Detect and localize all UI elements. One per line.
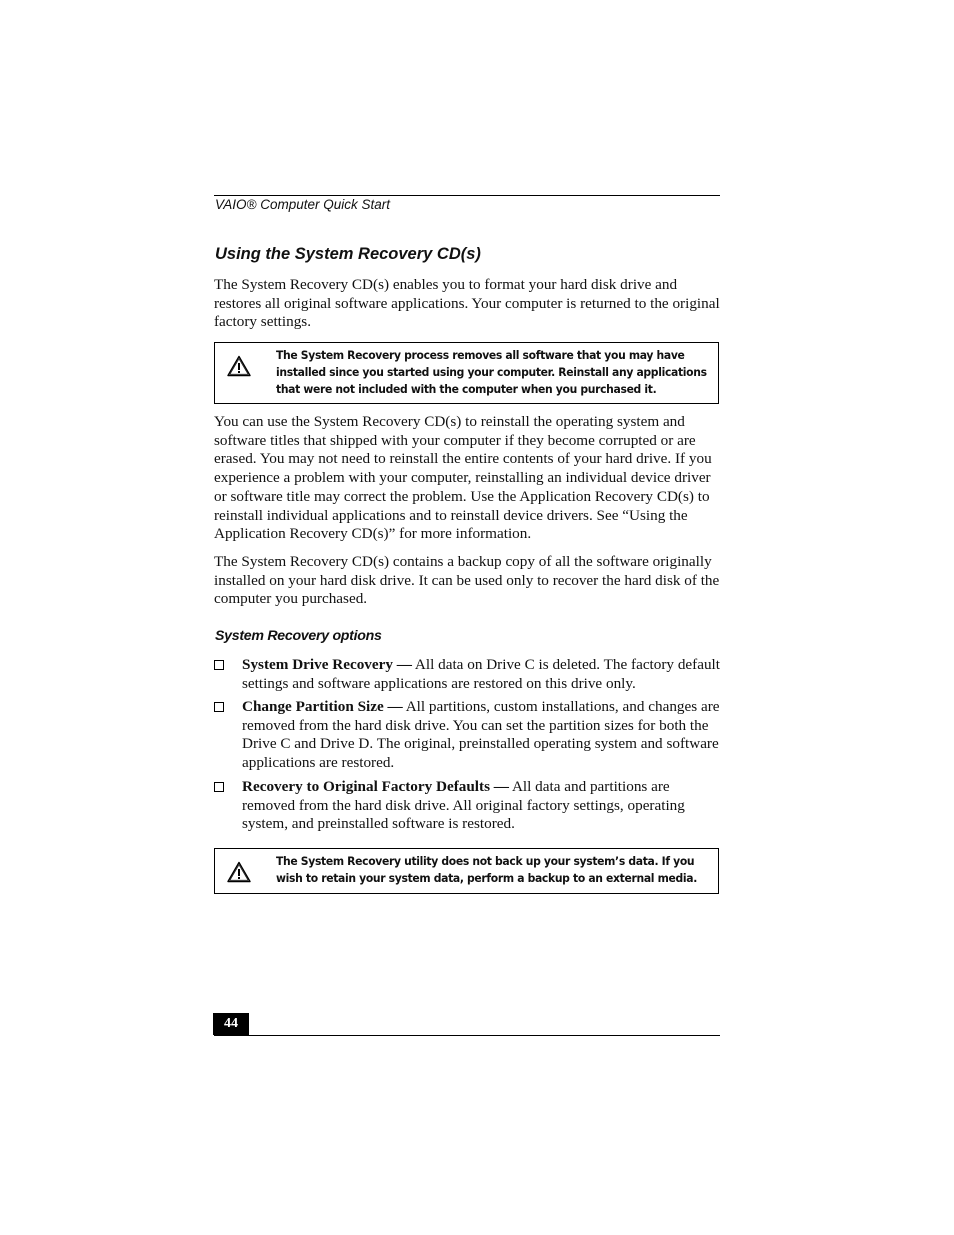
intro-paragraph: The System Recovery CD(s) enables you to format your hard disk drive and restores all original software applications. Your computer is returned to the original factory settings.	[214, 276, 720, 331]
page-number: 44	[213, 1013, 249, 1035]
warning-triangle-icon	[227, 861, 251, 883]
list-item	[214, 778, 724, 834]
list-item-text	[242, 698, 724, 773]
body-paragraph-3: The System Recovery CD(s) contains a backup copy of all the software originally installed on your hard disk drive. It can be used only to recover the hard disk of the computer you purchased.	[214, 553, 720, 608]
caution-text-1: The System Recovery process removes all software that you may have installed since you started using your computer. Reinstall any applications that were not included with the computer when you purchased it.	[276, 348, 707, 397]
header-rule	[214, 195, 720, 196]
checkbox-bullet-icon	[214, 782, 224, 792]
list-item-term: Change Partition Size —	[242, 698, 403, 715]
caution-box-2	[214, 848, 719, 894]
list-item-description: All data on Drive C is deleted. The factory default settings and software applications are restored on this drive only.	[242, 656, 720, 692]
list-item-description: All data and partitions are removed from the hard disk drive. All original factory settings, operating system, and preinstalled software is restored.	[242, 778, 685, 833]
warning-triangle-icon	[227, 355, 251, 377]
footer-rule	[214, 1035, 720, 1036]
section-title: Using the System Recovery CD(s)	[215, 245, 481, 263]
body-paragraph-2: You can use the System Recovery CD(s) to reinstall the operating system and software titles that shipped with your computer if they become corrupted or are erased. You may not need to reinstall the entire contents of your hard drive. If you experience a problem with your computer, reinstalling an individual device driver or software title may correct the problem. Use the Application Recovery CD(s) to reinstall individual applications and to reinstall device drivers. See “Using the Application Recovery CD(s)” for more information.	[214, 413, 712, 543]
list-item-description: All partitions, custom installations, and changes are removed from the hard disk drive. You can set the partition sizes for both the Drive C and Drive D. The original, preinstalled operating system and software applications are restored.	[242, 698, 720, 772]
list-item-term: System Drive Recovery —	[242, 656, 412, 673]
checkbox-bullet-icon	[214, 702, 224, 712]
list-item-term: Recovery to Original Factory Defaults —	[242, 778, 509, 795]
list-item-text	[242, 656, 724, 693]
checkbox-bullet-icon	[214, 660, 224, 670]
list-item	[214, 698, 724, 773]
options-subtitle: System Recovery options	[215, 628, 382, 644]
running-header: VAIO® Computer Quick Start	[215, 197, 391, 212]
caution-text-2: The System Recovery utility does not back up your system’s data. If you wish to retain your system data, perform a backup to an external media.	[276, 854, 697, 886]
list-item	[214, 656, 724, 693]
caution-box-1	[214, 342, 719, 404]
list-item-text	[242, 778, 724, 834]
